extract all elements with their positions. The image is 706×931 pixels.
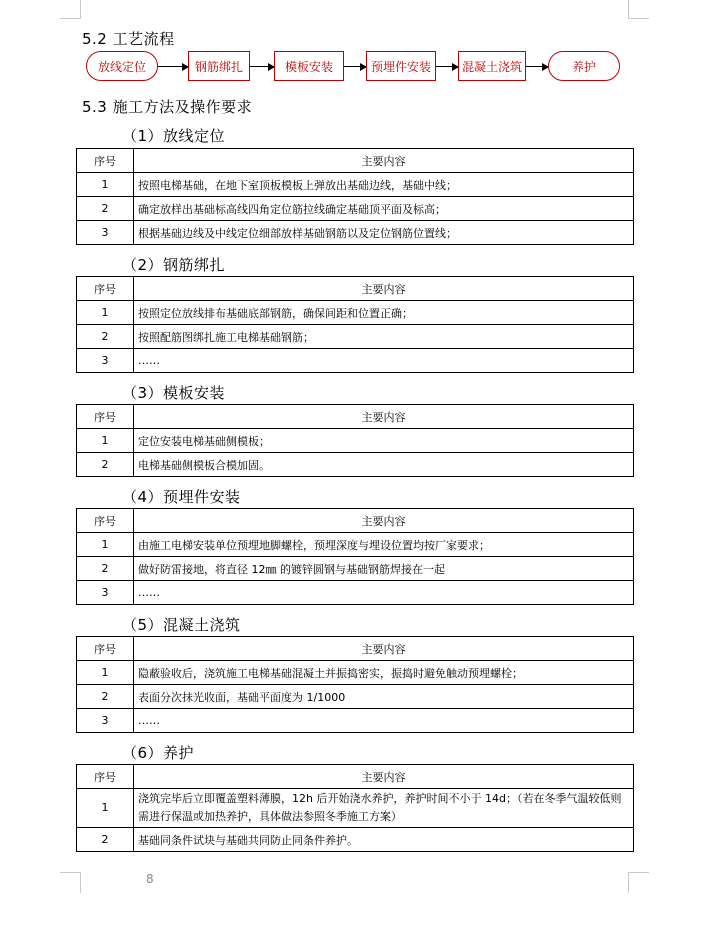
heading-methods: 5.3 施工方法及操作要求 xyxy=(82,98,253,116)
section-title-curing: （6）养护 xyxy=(122,744,195,762)
row-no: 2 xyxy=(77,828,134,852)
row-no: 2 xyxy=(77,453,134,477)
table-row xyxy=(77,709,634,733)
row-no: 1 xyxy=(77,301,134,325)
crop-mark-top-left xyxy=(60,0,81,19)
row-text: 按照配筋图绑扎施工电梯基础钢筋； xyxy=(134,325,634,349)
header-content: 主要内容 xyxy=(134,509,634,533)
page-number: 8 xyxy=(146,872,154,886)
table-row xyxy=(77,301,634,325)
header-no: 序号 xyxy=(77,637,134,661)
row-text: 按照定位放线排布基础底部钢筋，确保间距和位置正确； xyxy=(134,301,634,325)
row-no: 1 xyxy=(77,661,134,685)
row-text: 电梯基础侧模板合模加固。 xyxy=(134,453,634,477)
table-row xyxy=(77,197,634,221)
table-layout xyxy=(76,148,634,245)
header-no: 序号 xyxy=(77,149,134,173)
flow-arrow xyxy=(158,66,188,67)
row-text: 根据基础边线及中线定位细部放样基础钢筋以及定位钢筋位置线； xyxy=(134,221,634,245)
table-row xyxy=(77,789,634,828)
header-content: 主要内容 xyxy=(134,405,634,429)
crop-mark-top-right xyxy=(628,0,649,19)
section-title-embedded: （4）预埋件安装 xyxy=(122,488,241,506)
section-title-concrete: （5）混凝土浇筑 xyxy=(122,616,241,634)
row-text: 基础同条件试块与基础共同防止同条件养护。 xyxy=(134,828,634,852)
row-text: 隐蔽验收后，浇筑施工电梯基础混凝土并振捣密实，振捣时避免触动预埋螺栓； xyxy=(134,661,634,685)
row-no: 1 xyxy=(77,789,134,828)
row-no: 1 xyxy=(77,173,134,197)
table-header-row xyxy=(77,149,634,173)
table-header-row xyxy=(77,637,634,661)
flow-arrow xyxy=(526,66,548,67)
header-content: 主要内容 xyxy=(134,765,634,789)
table-header-row xyxy=(77,509,634,533)
row-text: …… xyxy=(134,709,634,733)
table-row xyxy=(77,828,634,852)
table-row xyxy=(77,173,634,197)
row-no: 2 xyxy=(77,685,134,709)
table-row xyxy=(77,661,634,685)
header-no: 序号 xyxy=(77,277,134,301)
row-no: 2 xyxy=(77,325,134,349)
row-text: 表面分次抹光收面，基础平面度为 1/1000 xyxy=(134,685,634,709)
row-text: 做好防雷接地，将直径 12㎜ 的镀锌圆钢与基础钢筋焊接在一起 xyxy=(134,557,634,581)
row-text: 确定放样出基础标高线四角定位筋拉线确定基础顶平面及标高； xyxy=(134,197,634,221)
header-no: 序号 xyxy=(77,509,134,533)
crop-mark-bottom-right xyxy=(628,872,649,893)
section-title-formwork: （3）模板安装 xyxy=(122,384,226,402)
table-header-row xyxy=(77,405,634,429)
header-no: 序号 xyxy=(77,405,134,429)
table-row xyxy=(77,557,634,581)
flow-step-formwork: 模板安装 xyxy=(274,51,344,81)
flow-arrow xyxy=(436,66,458,67)
header-no: 序号 xyxy=(77,765,134,789)
flow-step-curing: 养护 xyxy=(548,51,620,81)
table-curing xyxy=(76,764,634,852)
table-row xyxy=(77,453,634,477)
flow-arrow xyxy=(250,66,274,67)
row-no: 3 xyxy=(77,349,134,373)
row-no: 1 xyxy=(77,429,134,453)
table-rebar xyxy=(76,276,634,373)
table-concrete xyxy=(76,636,634,733)
table-row xyxy=(77,325,634,349)
flow-arrow xyxy=(344,66,366,67)
row-text: 浇筑完毕后立即覆盖塑料薄膜，12h 后开始浇水养护，养护时间不小于 14d；（若在冬季气温较低则需进行保温或加热养护，具体做法参照冬季施工方案） xyxy=(134,789,634,828)
flow-step-rebar: 钢筋绑扎 xyxy=(188,51,250,81)
row-no: 2 xyxy=(77,557,134,581)
table-row xyxy=(77,221,634,245)
row-text: …… xyxy=(134,349,634,373)
row-no: 3 xyxy=(77,709,134,733)
row-no: 2 xyxy=(77,197,134,221)
row-text: 由施工电梯安装单位预埋地脚螺栓，预埋深度与埋设位置均按厂家要求； xyxy=(134,533,634,557)
flow-step-concrete: 混凝土浇筑 xyxy=(458,51,526,81)
header-content: 主要内容 xyxy=(134,277,634,301)
flow-step-layout: 放线定位 xyxy=(86,51,158,81)
row-text: 定位安装电梯基础侧模板； xyxy=(134,429,634,453)
crop-mark-bottom-left xyxy=(60,872,81,893)
table-embedded xyxy=(76,508,634,605)
section-title-rebar: （2）钢筋绑扎 xyxy=(122,256,226,274)
table-row xyxy=(77,429,634,453)
row-no: 3 xyxy=(77,221,134,245)
row-text: …… xyxy=(134,581,634,605)
table-header-row xyxy=(77,765,634,789)
table-header-row xyxy=(77,277,634,301)
process-flow-diagram xyxy=(84,50,624,84)
flow-step-embedded: 预埋件安装 xyxy=(366,51,436,81)
header-content: 主要内容 xyxy=(134,637,634,661)
table-row xyxy=(77,685,634,709)
row-text: 按照电梯基础，在地下室顶板模板上弹放出基础边线，基础中线； xyxy=(134,173,634,197)
row-no: 1 xyxy=(77,533,134,557)
row-no: 3 xyxy=(77,581,134,605)
table-formwork xyxy=(76,404,634,477)
section-title-layout: （1）放线定位 xyxy=(122,127,226,145)
heading-process-flow: 5.2 工艺流程 xyxy=(82,30,175,48)
table-row xyxy=(77,581,634,605)
table-row xyxy=(77,533,634,557)
header-content: 主要内容 xyxy=(134,149,634,173)
table-row xyxy=(77,349,634,373)
